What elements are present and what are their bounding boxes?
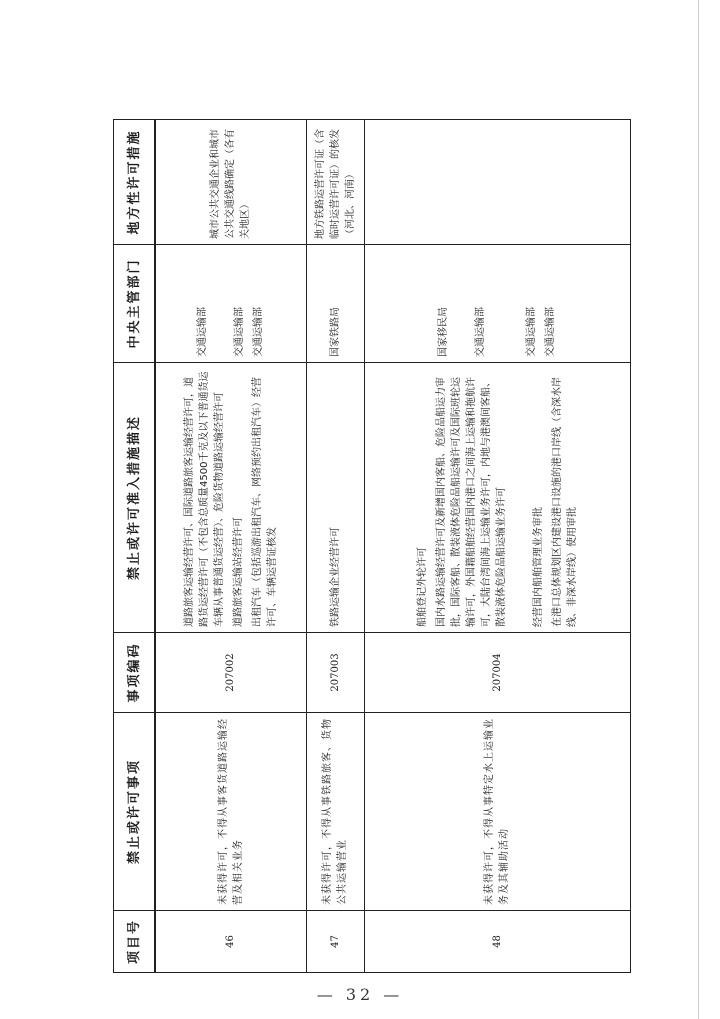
license-table <box>113 119 631 973</box>
row-number: 48 <box>364 911 630 973</box>
measure-description: 在港口总体规划区内建设港口设施的港口岸线（含深水岸线、非深水岸线）使用审批 <box>551 377 578 627</box>
table-row <box>306 120 364 973</box>
measure-description: 经营国内船舶管理业务审批 <box>532 507 544 627</box>
measure-department: 国家铁路局 <box>329 307 341 357</box>
row-local-measure <box>364 120 630 245</box>
row-local-measure: 地方铁路运营许可证（含临时运营许可证）的核发（河北、河南） <box>306 120 364 245</box>
row-item: 未获得许可，不得从事铁路旅客、货物公共运输营业 <box>306 713 364 911</box>
table-row <box>364 120 630 973</box>
header-central-department: 中央主管部门 <box>114 245 156 363</box>
scan-edge-line <box>698 0 699 1019</box>
measure-description: 船舶登记外轮许可 <box>416 547 428 627</box>
row-descriptions <box>364 363 630 633</box>
row-code: 207002 <box>155 633 306 713</box>
row-descriptions <box>155 363 306 633</box>
measure-description: 出租汽车（包括巡游出租汽车、网络预约出租汽车）经营许可、车辆运营证核发 <box>251 377 278 627</box>
row-code: 207004 <box>364 633 630 713</box>
row-number: 47 <box>306 911 364 973</box>
measure-department: 交通运输部 <box>234 307 246 357</box>
page-number: — 32 — <box>316 985 404 1004</box>
header-item: 禁止或许可事项 <box>114 713 156 911</box>
row-departments <box>155 245 306 363</box>
measure-department: 交通运输部 <box>253 307 265 357</box>
measure-department: 交通运输部 <box>475 307 486 357</box>
measure-department: 交通运输部 <box>526 307 537 357</box>
measure-description: 道路旅客运输经营许可、国际道路旅客运输经营许可，道路货运经营许可（不包含总质量4500千克及以下普通货运车辆从事普通货运经营）、危险货物道路运输经营许可 <box>183 371 225 627</box>
measure-description: 国内水路运输经营许可及新增国内客船、危险品船运力审批，国际客船、散装液体危险品船运输许可及国际班轮运输许可，外国籍船舶经营国内港口之间海上运输和拖航许可，大陆台湾间海上运输业务许可，内地与港澳间客船、散装液体危险品船运输业务许可 <box>435 377 507 627</box>
table-header-row <box>114 120 156 973</box>
row-code: 207003 <box>306 633 364 713</box>
header-local-measures: 地方性许可措施 <box>114 120 156 245</box>
measure-department: 国家移民局 <box>438 307 449 357</box>
row-number: 46 <box>155 911 306 973</box>
measure-department: 交通运输部 <box>545 307 556 357</box>
row-departments <box>364 245 630 363</box>
rotated-table-wrapper <box>113 120 623 973</box>
measure-description: 铁路运输企业经营许可 <box>329 527 341 627</box>
header-code: 事项编码 <box>114 633 156 713</box>
header-description: 禁止或许可准入措施描述 <box>114 363 156 633</box>
header-project-number: 项目号 <box>114 911 156 973</box>
row-departments <box>306 245 364 363</box>
row-local-measure: 城市公共交通企业和城市公共交通线路确定（各有关地区） <box>155 120 306 245</box>
table-row <box>155 120 306 973</box>
row-item: 未获得许可，不得从事客货道路运输经营及相关业务 <box>155 713 306 911</box>
row-descriptions <box>306 363 364 633</box>
row-item: 未获得许可，不得从事特定水上运输业务及其辅助活动 <box>364 713 630 911</box>
measure-description: 道路旅客运输站经营许可 <box>232 517 244 627</box>
measure-department: 交通运输部 <box>197 307 209 357</box>
